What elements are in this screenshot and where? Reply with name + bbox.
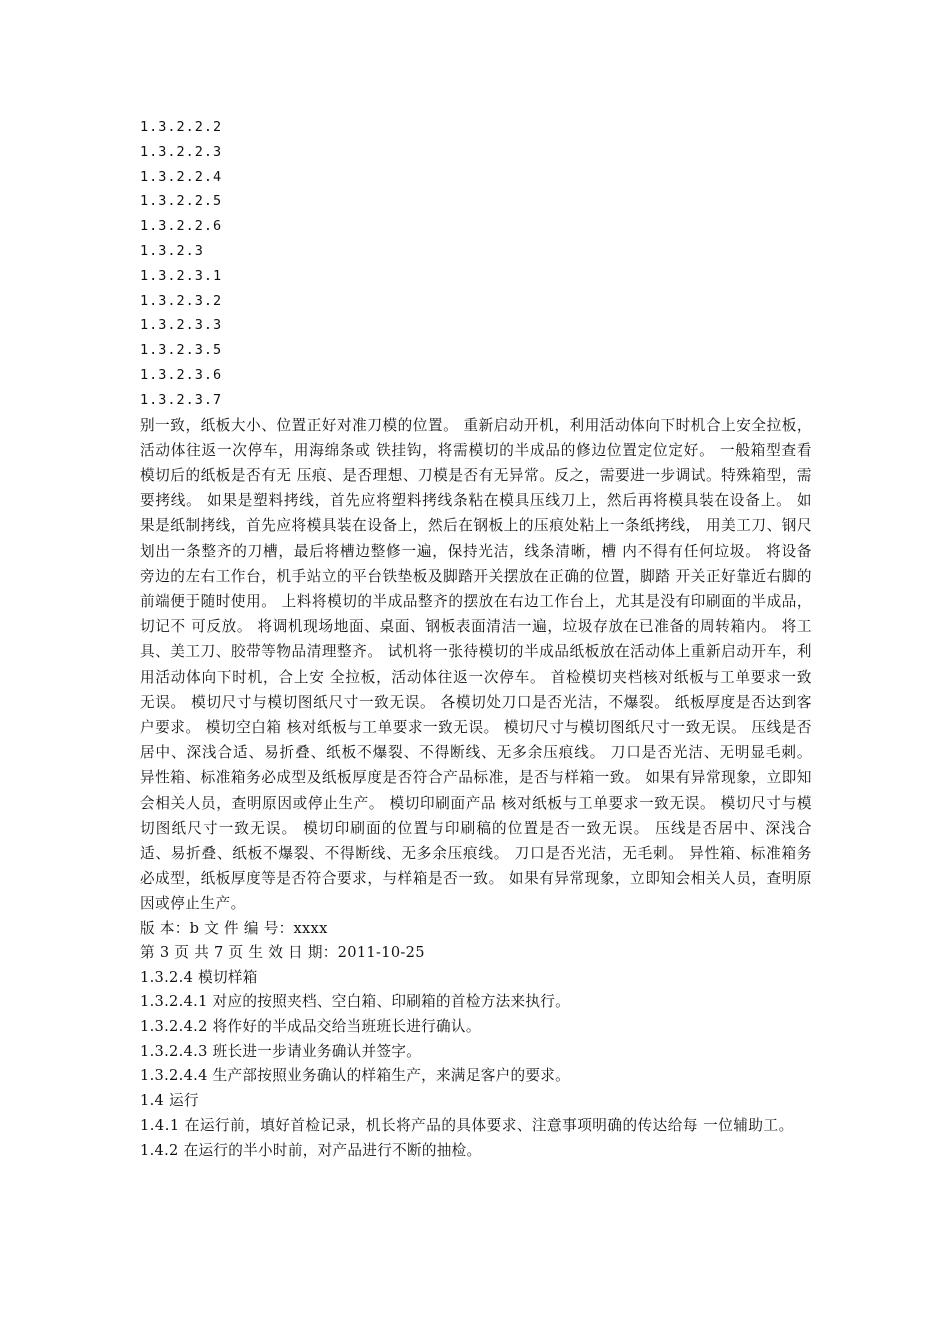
page-info-line: 第 3 页 共 7 页 生 效 日 期：2011-10-25 [140, 944, 425, 962]
section-number: 1.3.2.3.5 [140, 342, 223, 359]
section-item: 1.3.2.4.2 将作好的半成品交给当班班长进行确认。 [140, 1018, 481, 1035]
section-number: 1.3.2.3 [140, 242, 204, 259]
section-item: 1.3.2.4.1 对应的按照夹档、空白箱、印刷箱的首检方法来执行。 [140, 993, 571, 1011]
section-number: 1.3.2.3.3 [140, 317, 223, 334]
section-heading: 1.3.2.4 模切样箱 [140, 968, 258, 986]
section-item: 1.4.2 在运行的半小时前，对产品进行不断的抽检。 [140, 1141, 482, 1159]
section-number: 1.3.2.2.4 [140, 168, 223, 185]
section-item: 1.3.2.4.4 生产部按照业务确认的样箱生产，来满足客户的要求。 [140, 1067, 571, 1085]
section-number: 1.3.2.2.3 [140, 143, 223, 160]
section-number: 1.3.2.3.6 [140, 366, 223, 383]
section-item-wrapped: 1.4.1 在运行前，填好首检记录，机长将产品的具体要求、注意事项明确的传达给每 一位辅助工。 [140, 1117, 794, 1135]
version-line: 版 本：b 文 件 编 号：xxxx [140, 919, 328, 937]
section-number: 1.3.2.2.2 [140, 119, 223, 135]
section-item: 1.3.2.4.3 班长进一步请业务确认并签字。 [140, 1042, 422, 1060]
document-page [140, 115, 812, 1163]
section-number: 1.3.2.3.7 [140, 391, 223, 408]
section-number: 1.3.2.3.1 [140, 267, 223, 284]
body-paragraph: 别一致，纸板大小、位置正好对准刀模的位置。 重新启动开机，利用活动体向下时机合上安全拉板，活动体往返一次停车，用海绵条或 铁挂钩，将需模切的半成品的修边位置定位定好。 一般箱型查看模切后的纸板是否有无 压痕、是否理想、刀模是否有无异常。反之，需要进一步调试。特殊箱型，需要拷线。 如果是塑料拷线，首先应将塑料拷线条粘在模具压线刀上，然后再将模具装在设备上。 如果是纸制拷线，首先应将模具装在设备上，然后在钢板上的压痕处粘上一条纸拷线， 用美工刀、钢尺划出一条整齐的刀槽，最后将槽边整修一遍，保持光洁，线条清晰，槽 内不得有任何垃圾。 将设备旁边的左右工作台，机手站立的平台铁垫板及脚踏开关摆放在正确的位置，脚踏 开关正好靠近右脚的前端便于随时使用。 上料将模切的半成品整齐的摆放在右边工作台上，尤其是没有印刷面的半成品，切记不 可反放。 将调机现场地面、桌面、钢板表面清洁一遍，垃圾存放在已准备的周转箱内。 将工具、美工刀、胶带等物品清理整齐。 试机将一张待模切的半成品纸板放在活动体上重新启动开车，利用活动体向下时机，合上安 全拉板，活动体往返一次停车。 首检模切夹档核对纸板与工单要求一致无误。 模切尺寸与模切图纸尺寸一致无误。 各模切处刀口是否光洁，不爆裂。 纸板厚度是否达到客户要求。 模切空白箱 核对纸板与工单要求一致无误。 模切尺寸与模切图纸尺寸一致无误。 压线是否居中、深浅合适、易折叠、纸板不爆裂、不得断线、无多余压痕线。 刀口是否光洁、无明显毛刺。 异性箱、标准箱务必成型及纸板厚度是否符合产品标准，是否与样箱一致。 如果有异常现象，立即知会相关人员，查明原因或停止生产。 模切印刷面产品 核对纸板与工单要求一致无误。 模切尺寸与模切图纸尺寸一致无误。 模切印刷面的位置与印刷稿的位置是否一致无误。 压线是否居中、深浅合适、易折叠、纸板不爆裂、不得断线、无多余压痕线。 刀口是否光洁，无毛刺。 异性箱、标准箱务必成型，纸板厚度等是否符合要求，与样箱是否一致。 如果有异常现象，立即知会相关人员，查明原因或停止生产。 [140, 416, 812, 913]
section-number: 1.3.2.3.2 [140, 292, 223, 309]
section-heading: 1.4 运行 [140, 1091, 199, 1109]
section-number: 1.3.2.2.6 [140, 218, 223, 235]
section-number: 1.3.2.2.5 [140, 193, 223, 210]
